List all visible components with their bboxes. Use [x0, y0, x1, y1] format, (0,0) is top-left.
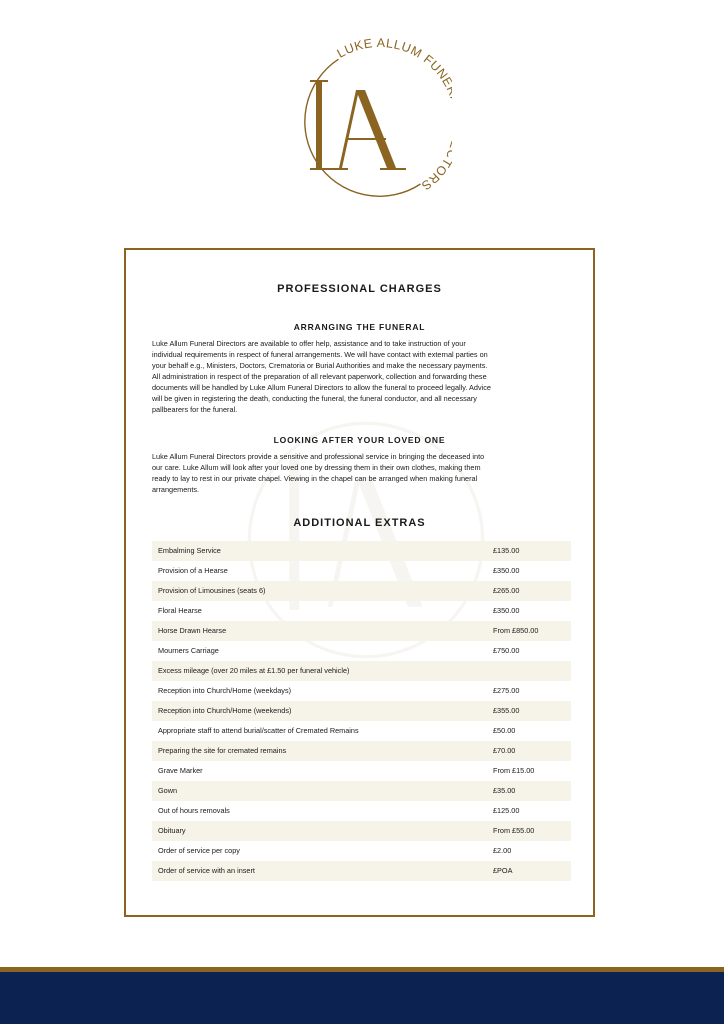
table-row — [152, 601, 571, 621]
section-heading-loved-one: LOOKING AFTER YOUR LOVED ONE — [273, 435, 446, 445]
extra-price: £35.00 — [493, 786, 516, 795]
paragraph-line: Luke Allum Funeral Directors provide a sensitive and professional service in bringing the deceased into — [152, 452, 485, 461]
page-title: PROFESSIONAL CHARGES — [277, 283, 442, 295]
extra-price: £125.00 — [493, 806, 520, 815]
extra-price: From £55.00 — [493, 826, 535, 835]
paragraph-line: ready to lay to rest in our private chapel. Viewing in the chapel can be arranged when making funeral — [152, 474, 478, 483]
extra-name: Excess mileage (over 20 miles at £1.50 per funeral vehicle) — [158, 666, 350, 675]
company-logo — [272, 38, 452, 218]
table-row — [152, 621, 571, 641]
extra-price: From £15.00 — [493, 766, 535, 775]
table-row — [152, 561, 571, 581]
paragraph-line: arrangements. — [152, 485, 200, 494]
extra-price: £50.00 — [493, 726, 516, 735]
extra-name: Order of service with an insert — [158, 866, 255, 875]
paragraph-line: your behalf e.g., Ministers, Doctors, Crematoria or Burial Authorities and make the necessary payments. — [152, 361, 488, 370]
table-row — [152, 721, 571, 741]
extras-heading: ADDITIONAL EXTRAS — [293, 517, 426, 529]
extra-price: £355.00 — [493, 706, 520, 715]
paragraph-line: individual requirements in respect of funeral arrangements. We will have contact with external parties on — [152, 350, 488, 359]
extra-name: Provision of a Hearse — [158, 566, 228, 575]
paragraph-line: documents will be handled by Luke Allum Funeral Directors to allow the funeral to proceed legally. Advice — [152, 383, 491, 392]
table-row — [152, 761, 571, 781]
extra-name: Mourners Carriage — [158, 646, 219, 655]
extra-price: £275.00 — [493, 686, 520, 695]
extra-price: £70.00 — [493, 746, 516, 755]
table-row — [152, 821, 571, 841]
extra-price: £350.00 — [493, 606, 520, 615]
extra-name: Obituary — [158, 826, 186, 835]
professional-charges-panel — [124, 248, 595, 917]
section-paragraph-arranging — [152, 338, 567, 415]
table-row — [152, 841, 571, 861]
paragraph-line: our care. Luke Allum will look after your loved one by dressing them in their own clothes, making them — [152, 463, 481, 472]
extra-name: Out of hours removals — [158, 806, 230, 815]
table-row — [152, 581, 571, 601]
extra-price: £POA — [493, 866, 513, 875]
extra-name: Horse Drawn Hearse — [158, 626, 227, 635]
table-row — [152, 641, 571, 661]
table-row — [152, 661, 571, 681]
extra-price: £265.00 — [493, 586, 520, 595]
extras-price-table — [152, 541, 571, 881]
footer-band — [0, 972, 724, 1024]
extra-name: Reception into Church/Home (weekends) — [158, 706, 292, 715]
table-row — [152, 681, 571, 701]
extra-name: Floral Hearse — [158, 606, 202, 615]
table-row — [152, 781, 571, 801]
extra-name: Provision of Limousines (seats 6) — [158, 586, 266, 595]
paragraph-line: Luke Allum Funeral Directors are available to offer help, assistance and to take instruction of your — [152, 339, 466, 348]
extra-price: £750.00 — [493, 646, 520, 655]
extra-name: Gown — [158, 786, 178, 795]
extra-price: £135.00 — [493, 546, 520, 555]
section-paragraph-loved-one — [152, 451, 567, 495]
extra-price: £350.00 — [493, 566, 520, 575]
table-row — [152, 741, 571, 761]
extra-price: From £850.00 — [493, 626, 539, 635]
extra-price: £2.00 — [493, 846, 512, 855]
extra-name: Order of service per copy — [158, 846, 240, 855]
section-heading-arranging: ARRANGING THE FUNERAL — [293, 322, 426, 332]
table-row — [152, 861, 571, 881]
extra-name: Embalming Service — [158, 546, 221, 555]
logo-arc-text: LUKE ALLUM FUN ORS — [334, 38, 451, 194]
paragraph-line: will be given in registering the death, conducting the funeral, the funeral conductor, and all necessary — [152, 394, 477, 403]
extra-name: Grave Marker — [158, 766, 203, 775]
table-row — [152, 701, 571, 721]
table-row — [152, 801, 571, 821]
paragraph-line: All administration in respect of the preparation of all relevant paperwork, collection and forwarding these — [152, 372, 487, 381]
extra-name: Reception into Church/Home (weekdays) — [158, 686, 292, 695]
paragraph-line: pallbearers for the funeral. — [152, 405, 238, 414]
extra-name: Preparing the site for cremated remains — [158, 746, 287, 755]
extra-name: Appropriate staff to attend burial/scatter of Cremated Remains — [158, 726, 359, 735]
table-row — [152, 541, 571, 561]
